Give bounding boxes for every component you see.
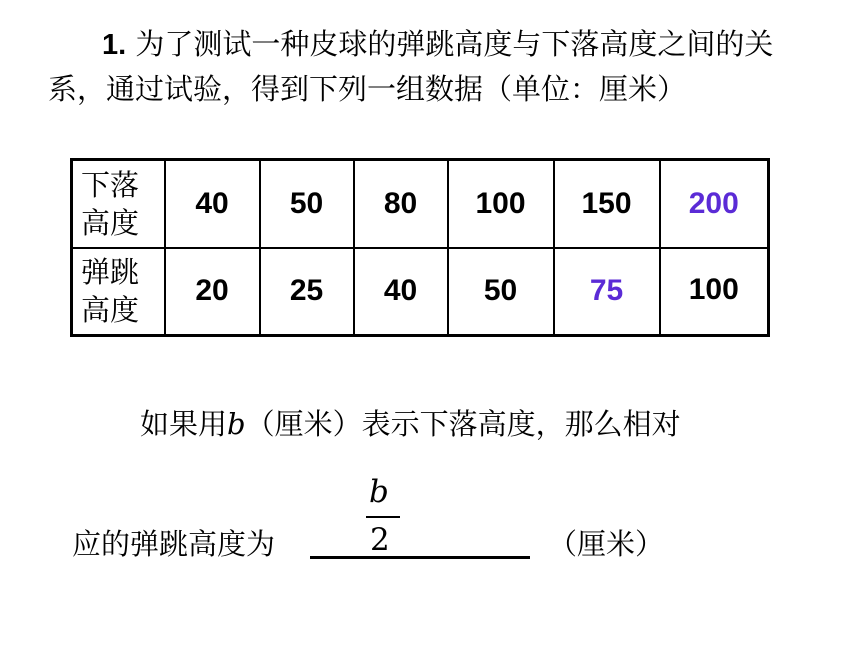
row-header-bounce-height: 弹跳 高度 [72,248,165,336]
problem-statement [48,22,818,111]
answer-blank [310,556,530,559]
bounce-cell: 50 [448,248,554,336]
fraction-bar [366,516,400,518]
problem-text: 为了测试一种皮球的弹跳高度与下落高度之间的关系，通过试验，得到下列一组数据（单位：厘米） [48,27,774,106]
bounce-cell: 25 [260,248,354,336]
drop-cell: 150 [554,160,660,248]
table-row-bounce-height [72,248,769,336]
problem-number: 1. [102,29,127,61]
drop-cell: 40 [165,160,260,248]
bounce-cell: 100 [660,248,769,336]
drop-cell: 50 [260,160,354,248]
bounce-cell: 20 [165,248,260,336]
drop-cell: 80 [354,160,448,248]
bounce-cell-highlighted: 75 [554,248,660,336]
answer-prefix: 应的弹跳高度为 [72,527,276,561]
drop-cell: 100 [448,160,554,248]
variable-b: b [227,407,246,441]
table-row-drop-height [72,160,769,248]
row-header-drop-height: 下落 高度 [72,160,165,248]
fraction-numerator: b [369,474,389,510]
drop-cell-highlighted: 200 [660,160,769,248]
question-sentence: 如果用b（厘米）表示下落高度，那么相对 [140,407,681,441]
bounce-cell: 40 [354,248,448,336]
fraction-denominator: 2 [370,522,390,558]
answer-unit: （厘米） [548,527,665,561]
data-table [70,158,770,337]
